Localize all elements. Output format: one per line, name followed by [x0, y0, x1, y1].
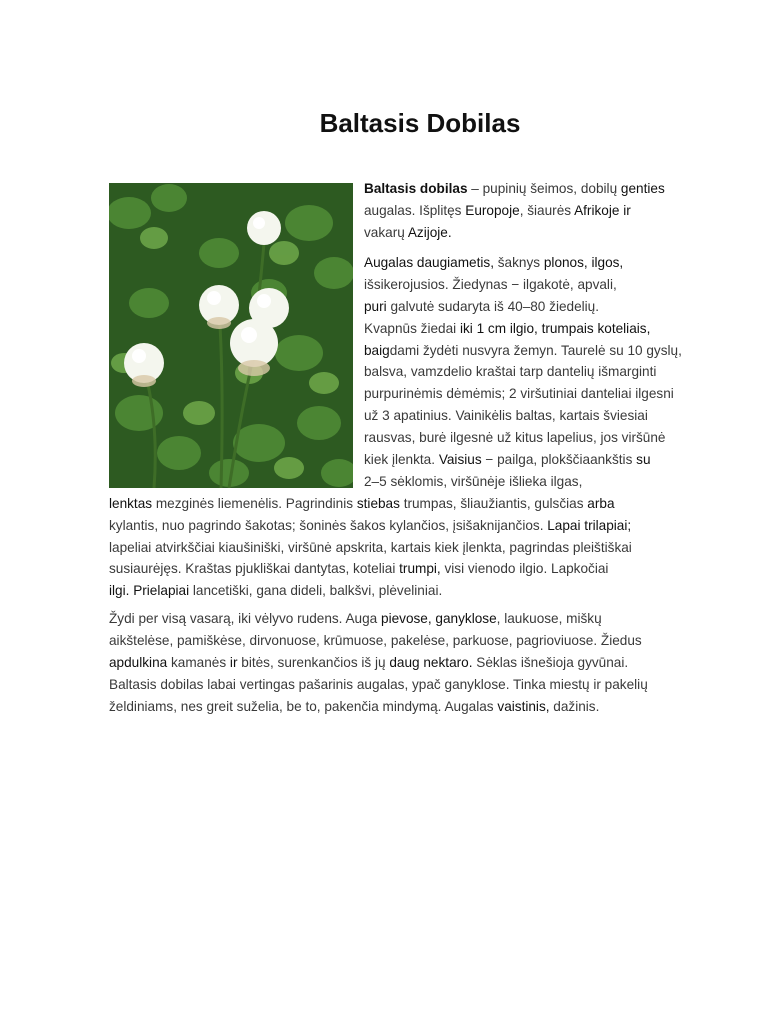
text-span: , laukuose, miškų: [496, 611, 602, 626]
text-line: [109, 630, 648, 652]
highlighted-term: su: [636, 452, 651, 468]
text-line: [109, 580, 682, 602]
text-span: − pailga, plokščiaankštis: [481, 452, 637, 468]
highlighted-term: Lapai trilapiai;: [547, 517, 632, 533]
text-line: [364, 471, 682, 493]
text-line: [109, 537, 682, 559]
highlighted-term: iki 1 cm ilgio, trumpais koteliais,: [459, 320, 651, 336]
text-span: kiek įlenkta.: [364, 452, 439, 468]
highlighted-term: Augalas daugiametis,: [364, 255, 494, 270]
highlighted-term: daug nektaro.: [389, 654, 473, 670]
paragraph-intro: [364, 178, 665, 244]
highlighted-term: ir: [229, 654, 238, 670]
text-span: 2–5 sėklomis, viršūnėje išlieka ilgas,: [364, 473, 583, 489]
text-span: išsikerojusios. Žiedynas − ilgakotė, apvali,: [364, 276, 617, 292]
text-line: [364, 449, 682, 471]
text-span: kylantis, nuo pagrindo šakotas; šoninės šakos kylančios, įsišaknijančios.: [109, 517, 548, 533]
highlighted-term: vaistinis,: [497, 698, 550, 714]
text-line: [109, 652, 648, 674]
text-span: trumpas, šliaužiantis, gulsčias: [399, 495, 588, 511]
text-span: aikštelėse, pamiškėse, dirvonuose, krūmuose, pakelėse, parkuose, pagrioviuose. Žiedus: [109, 632, 642, 648]
text-span: – pupinių šeimos, dobilų: [467, 181, 621, 196]
highlighted-term: arba: [587, 495, 615, 511]
highlighted-term: stiebas: [356, 495, 400, 511]
text-span: už 3 apatinius. Vainikėlis baltas, kartais šviesiai: [364, 408, 648, 424]
text-span: susiaurėjęs. Kraštas pjukliškai dantytas, koteliai: [109, 561, 400, 577]
highlighted-term: baig: [364, 342, 390, 358]
highlighted-term: ilgi.: [109, 583, 130, 599]
highlighted-term: Vaisius: [438, 452, 482, 468]
text-line: [109, 608, 648, 630]
text-span: purpurinėmis dėmėmis; 2 viršutiniai danteliai ilgesni: [364, 386, 674, 402]
text-line: [109, 493, 682, 515]
text-line: [109, 696, 648, 718]
highlighted-term: genties: [620, 181, 665, 196]
text-line: [364, 340, 682, 362]
text-span: kamanės: [167, 654, 230, 670]
text-span: , šiaurės: [519, 202, 575, 218]
clover-illustration: [109, 183, 353, 488]
text-span: balsva, vamzdelio kraštai tarp dantelių išmarginti: [364, 364, 657, 380]
text-line: [109, 674, 648, 696]
text-line: [364, 405, 682, 427]
text-span: augalas. Išplitęs: [364, 202, 466, 218]
text-span: šaknys: [493, 255, 544, 270]
text-line: [364, 361, 682, 383]
highlighted-term: Europoje: [465, 202, 520, 218]
text-span: visi vienodo ilgio. Lapkočiai: [440, 561, 609, 577]
paragraph-description: [109, 252, 682, 602]
text-span: lancetiški, gana dideli, balkšvi, plėveliniai.: [189, 583, 443, 599]
page-title: Baltasis Dobilas: [319, 108, 521, 138]
highlighted-term: Azijoje.: [407, 224, 452, 240]
highlighted-term: apdulkina: [109, 654, 168, 670]
text-line: [109, 515, 682, 537]
text-line: [109, 558, 682, 580]
text-span: lapeliai atvirkščiai kiaušiniški, viršūnė apskrita, kartais kiek įlenkta, pagrindas pleištiškai: [109, 539, 632, 555]
text-line: [364, 383, 682, 405]
highlighted-term: Afrikoje ir: [574, 202, 631, 218]
text-line: [364, 178, 665, 200]
highlighted-term: puri: [364, 298, 387, 314]
text-span: bitės, surenkančios iš jų: [237, 654, 390, 670]
text-span: želdiniams, nes greit suželia, be to, pakenčia mindymą. Augalas: [109, 698, 498, 714]
text-span: Baltasis dobilas labai vertingas pašarinis augalas, ypač ganyklose. Tinka miestų ir pakelių: [109, 676, 648, 692]
text-line: [364, 274, 682, 296]
text-line: [364, 318, 682, 340]
highlighted-term: pievose, ganyklose: [381, 611, 497, 626]
text-span: rausvas, burė ilgesnė už kitus lapelius, jos viršūnė: [364, 430, 666, 446]
text-span: Kvapnūs žiedai: [364, 320, 460, 336]
bold-term: Baltasis dobilas: [364, 181, 468, 196]
text-line: [364, 222, 665, 244]
text-span: Žydi per visą vasarą, iki vėlyvo rudens. Auga: [109, 611, 382, 626]
text-span: mezginės liemenėlis. Pagrindinis: [152, 495, 357, 511]
text-line: [364, 427, 682, 449]
text-span: galvutė sudaryta iš 40–80 žiedelių.: [386, 298, 600, 314]
white-clover-photo: [109, 183, 353, 488]
highlighted-term: Prielapiai: [133, 583, 190, 599]
text-span: dami žydėti nusvyra žemyn. Taurelė su 10 gyslų,: [389, 342, 682, 358]
highlighted-term: plonos, ilgos,: [543, 255, 624, 270]
text-line: [364, 296, 682, 318]
text-span: Sėklas išnešioja gyvūnai.: [472, 654, 629, 670]
paragraph-habitat: [109, 608, 648, 717]
text-span: vakarų: [364, 224, 408, 240]
highlighted-term: trumpi,: [399, 561, 441, 577]
text-line: [364, 252, 682, 274]
highlighted-term: lenktas: [109, 495, 153, 511]
text-line: [364, 200, 665, 222]
text-span: dažinis.: [549, 698, 600, 714]
